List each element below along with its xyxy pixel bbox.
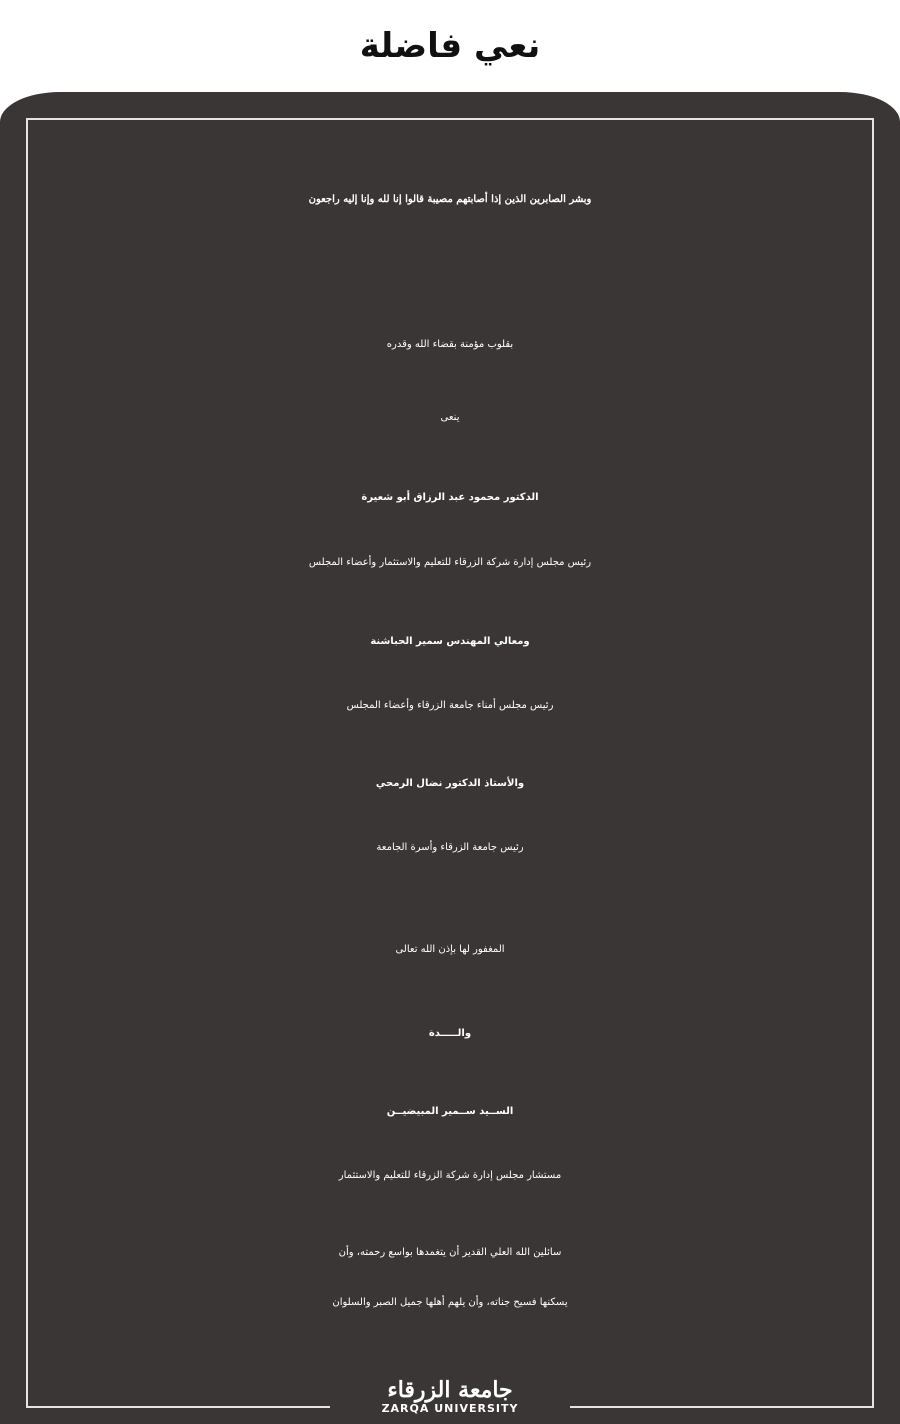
mourner-name-1: الدكتور محمود عبد الرزاق أبو شعيرة bbox=[361, 492, 539, 503]
header bbox=[0, 0, 900, 92]
mourner-title-2: رئيس مجلس أمناء جامعة الزرقاء وأعضاء المجلس bbox=[346, 700, 554, 711]
mourner-title-3: رئيس جامعة الزرقاء وأسرة الجامعة bbox=[376, 842, 524, 853]
mother-of-line: والـــــدة bbox=[428, 1028, 472, 1039]
quran-verse-calligraphy: وبشر الصابرين الذين إذا أصابتهم مصيبة قالوا إنا لله وإنا إليه راجعون bbox=[308, 194, 592, 205]
mourner-name-3: والأستاذ الدكتور نضال الرمحي bbox=[375, 778, 525, 789]
son-title: مستشار مجلس إدارة شركة الزرقاء للتعليم والاستثمار bbox=[338, 1170, 562, 1181]
mourner-title-1: رئيس مجلس إدارة شركة الزرقاء للتعليم والاستثمار وأعضاء المجلس bbox=[308, 557, 592, 568]
page-title: نعي فاضلة bbox=[359, 26, 541, 66]
zarqa-university-logo bbox=[330, 1376, 570, 1418]
prayer-line-1: سائلين الله العلي القدير أن يتغمدها بواسع رحمته، وأن bbox=[338, 1247, 562, 1258]
deceased-intro: المغفور لها بإذن الله تعالى bbox=[395, 944, 505, 955]
intro-line: بقلوب مؤمنة بقضاء الله وقدره bbox=[386, 339, 514, 350]
son-name: الســيد ســمير المبيضيــن bbox=[386, 1106, 514, 1117]
logo-arabic-text: جامعة الزرقاء bbox=[387, 1377, 513, 1403]
prayer-line-2: يسكنها فسيح جناته، وأن يلهم أهلها جميل الصبر والسلوان bbox=[332, 1297, 568, 1308]
mourner-name-2: ومعالي المهندس سمير الحباشنة bbox=[370, 636, 530, 647]
announces-line: ينعى bbox=[440, 412, 460, 423]
logo-english-text: ZARQA UNIVERSITY bbox=[381, 1402, 519, 1415]
